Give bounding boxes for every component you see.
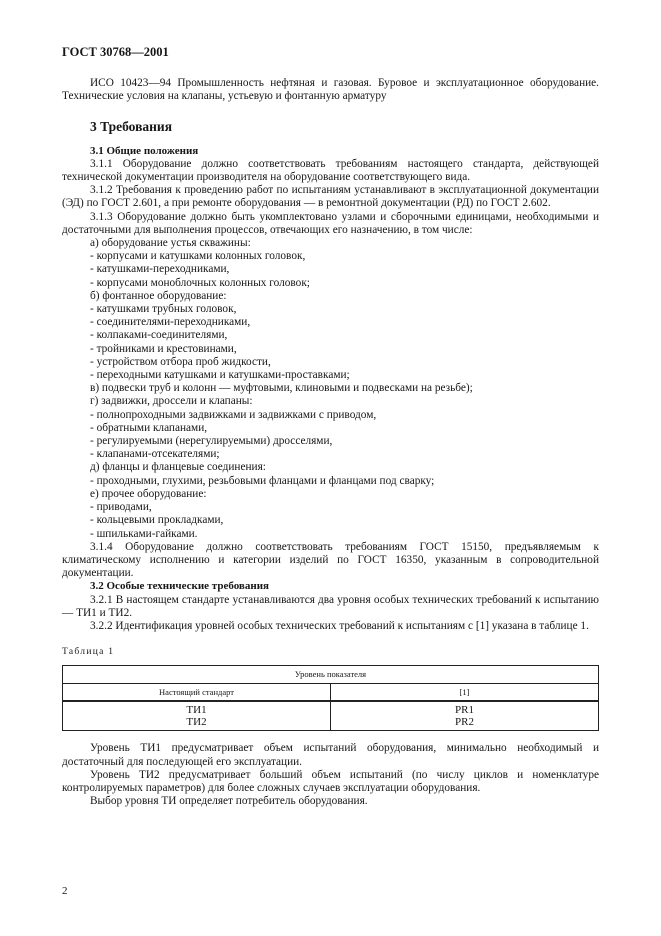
list-item: - соединителями-переходниками, [90,316,251,329]
list-item: - устройством отбора проб жидкости, [90,355,271,368]
cell-value: ТИ1 [186,704,207,717]
list-item: - проходными, глухими, резьбовыми фланцами и фланцами под сварку; [90,474,435,487]
list-item: - корпусами и катушками колонных головок, [90,250,306,263]
list-item: - катушками трубных головок, [90,303,237,316]
list-item: е) прочее оборудование: [90,487,207,500]
table-cell [331,701,599,731]
list-item: - регулируемыми (нерегулируемыми) дросселями, [90,435,333,448]
levels-table [62,665,599,731]
reference-paragraph: ИСО 10423—94 Промышленность нефтяная и газовая. Буровое и эксплуатационное оборудование. Технические условия на клапаны, устьевую и фонтанную арматуру [62,77,599,103]
subsection-title-general: 3.1 Общие положения [90,144,199,157]
list-item: б) фонтанное оборудование: [90,289,227,302]
paragraph-level-ti1: Уровень ТИ1 предусматривает объем испытаний оборудования, минимально необходимый и достаточный для последующей его эксплуатации. [62,742,599,768]
list-item: в) подвески труб и колонн — муфтовыми, клиновыми и подвесками на резьбе); [90,382,473,395]
paragraph-3-1-1: 3.1.1 Оборудование должно соответствовать требованиям настоящего стандарта, действующей технической документации производителя на оборудование соответствующего вида. [62,157,599,184]
cell-value: PR1 [455,704,474,717]
table-group-header: Уровень показателя [63,666,599,684]
list-item: - обратными клапанами, [90,421,208,434]
list-item: - колпаками-соединителями, [90,329,228,342]
list-item: - клапанами-отсекателями; [90,448,220,461]
document-header: ГОСТ 30768—2001 [62,45,169,59]
table-column-header: Настоящий стандарт [63,684,331,702]
paragraph-3-2-2: 3.2.2 Идентификация уровней особых технических требований к испытаниям с [1] указана в таблице 1. [90,619,589,632]
table-caption: Таблица 1 [62,647,115,658]
cell-value: ТИ2 [186,716,207,729]
paragraph-3-1-4: 3.1.4 Оборудование должно соответствовать требованиям ГОСТ 15150, предъявляемым к климатическому исполнению и категории изделий по ГОСТ 16350, указанным в сопроводительной документации. [62,540,599,580]
list-item: - шпильками-гайками. [90,527,198,540]
equipment-list [62,237,599,541]
table-header-row [63,684,599,702]
list-item: - приводами, [90,501,152,514]
list-item: - катушками-переходниками, [90,263,230,276]
paragraph-3-2-1: 3.2.1 В настоящем стандарте устанавливаются два уровня особых технических требований к испытанию — ТИ1 и ТИ2. [62,593,599,619]
list-item: - переходными катушками и катушками-проставками; [90,369,350,382]
page-number: 2 [62,885,68,897]
paragraph-level-choice: Выбор уровня ТИ определяет потребитель оборудования. [90,795,368,808]
document-content [62,77,599,808]
paragraph-3-1-2: 3.1.2 Требования к проведению работ по испытаниям устанавливают в эксплуатационной документации (ЭД) по ГОСТ 2.601, а при ремонте оборудования — в ремонтной документации (РД) по ГОСТ 2.602. [62,184,599,210]
list-item: - корпусами моноблочных колонных головок; [90,276,310,289]
table-header-row [63,666,599,684]
list-item: г) задвижки, дроссели и клапаны: [90,395,253,408]
section-title: 3 Требования [90,119,173,135]
list-item: - кольцевыми прокладками, [90,514,224,527]
paragraph-level-ti2: Уровень ТИ2 предусматривает больший объем испытаний (по числу циклов и номенклатуре контролируемых параметров) для более сложных случаев эксплуатации оборудования. [62,768,599,794]
list-item: д) фланцы и фланцевые соединения: [90,461,266,474]
list-item: а) оборудование устья скважины: [90,237,251,250]
table-row [63,701,599,731]
after-table-text [62,742,599,808]
table-column-header: [1] [331,684,599,702]
list-item: - тройниками и крестовинами, [90,342,237,355]
subsection-title-special: 3.2 Особые технические требования [90,580,269,593]
list-item: - полнопроходными задвижками и задвижками с приводом, [90,408,377,421]
cell-value: PR2 [455,716,474,729]
table-cell [63,701,331,731]
paragraph-3-1-3: 3.1.3 Оборудование должно быть укомплектовано узлами и сборочными единицами, необходимыми и достаточными для выполнения процессов, отвечающих его назначению, в том числе: [62,210,599,236]
